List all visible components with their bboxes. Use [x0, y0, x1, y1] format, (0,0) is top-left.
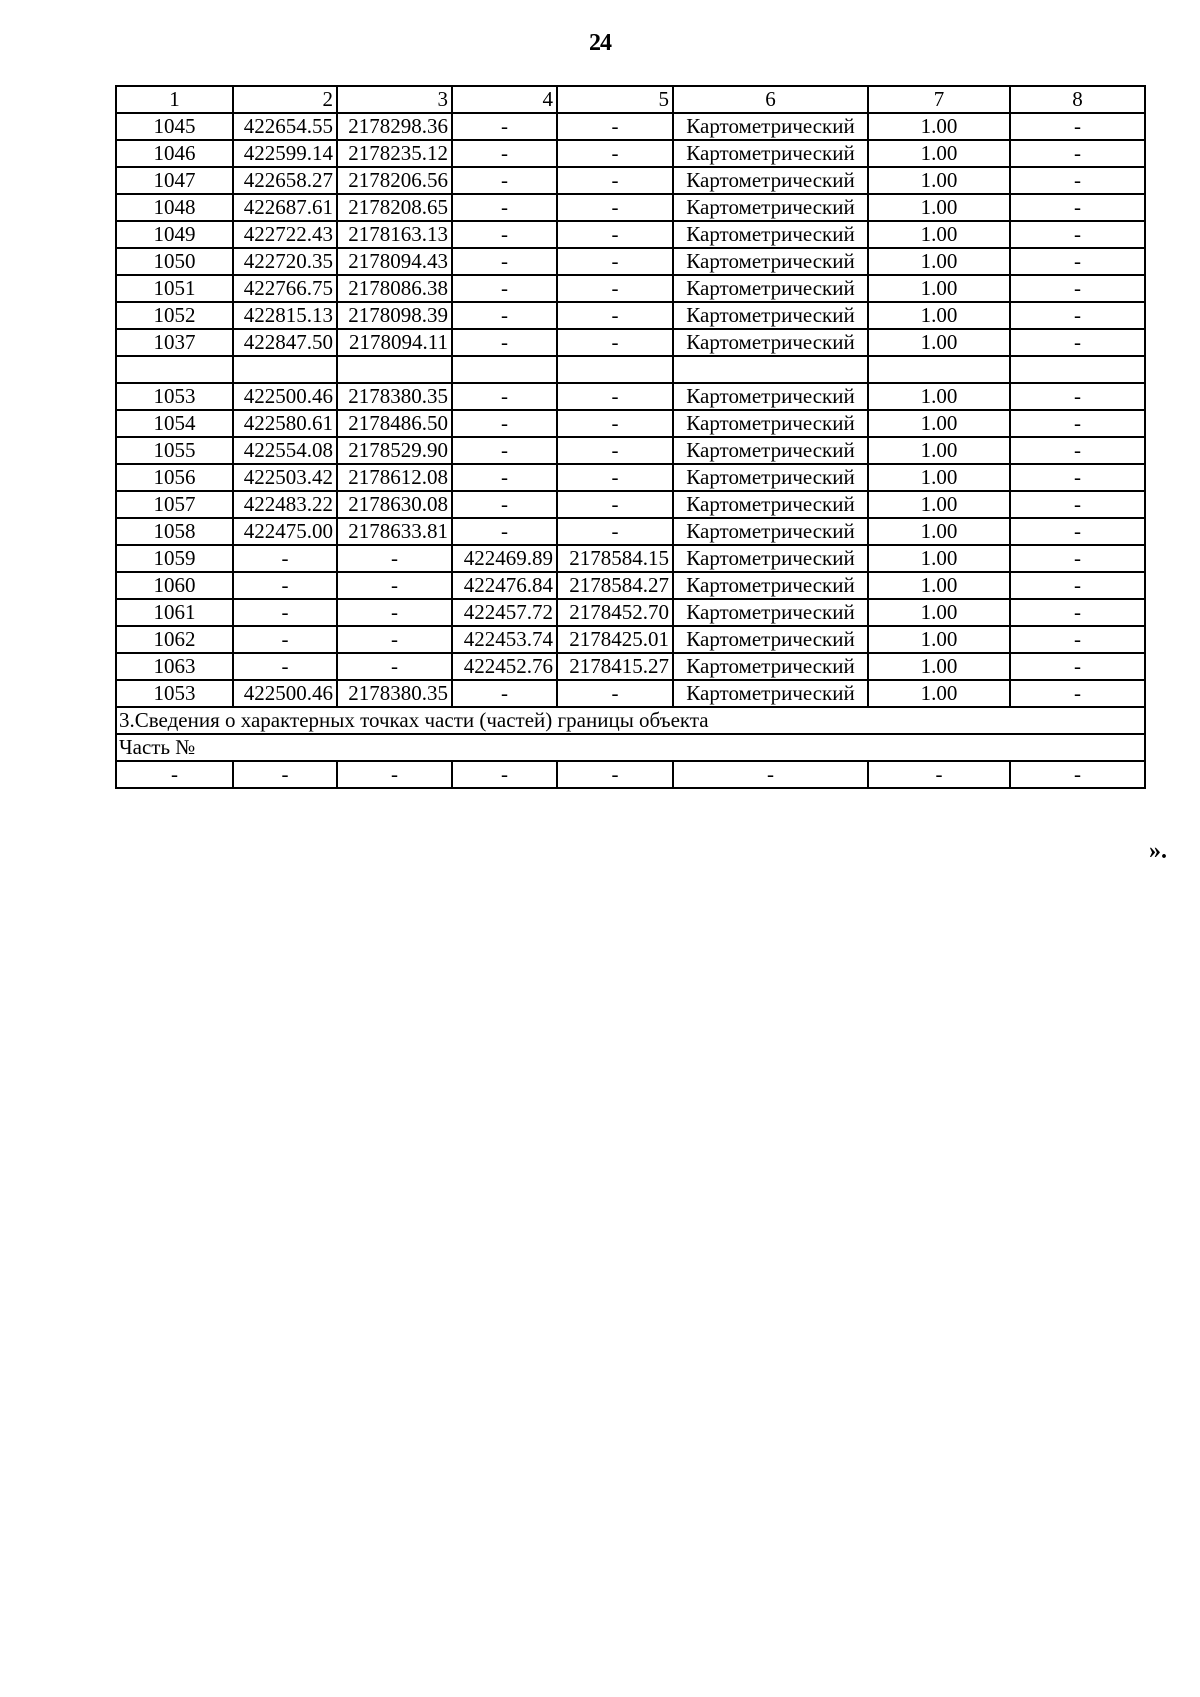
cell-y-coord-new: -: [557, 518, 673, 545]
cell-accuracy: 1.00: [868, 221, 1010, 248]
cell-description: -: [1010, 545, 1145, 572]
cell-x-coord: 422500.46: [233, 680, 337, 707]
empty-cell: [1010, 356, 1145, 383]
cell-accuracy: 1.00: [868, 680, 1010, 707]
cell-method: Картометрический: [673, 167, 868, 194]
table-row: [116, 383, 1145, 410]
table-row: [116, 626, 1145, 653]
page-number: 24: [589, 30, 611, 56]
cell-y-coord-new: -: [557, 491, 673, 518]
cell-x-coord-new: 422453.74: [452, 626, 557, 653]
cell-y-coord-new: 2178452.70: [557, 599, 673, 626]
cell-point-number: 1048: [116, 194, 233, 221]
column-number-row: [116, 86, 1145, 113]
cell-description: -: [1010, 626, 1145, 653]
cell-x-coord-new: 422457.72: [452, 599, 557, 626]
cell-y-coord: 2178633.81: [337, 518, 452, 545]
cell-point-number: 1046: [116, 140, 233, 167]
cell-method: Картометрический: [673, 275, 868, 302]
cell-accuracy: 1.00: [868, 248, 1010, 275]
cell-point-number: 1060: [116, 572, 233, 599]
cell-description: -: [1010, 167, 1145, 194]
table-row: [116, 518, 1145, 545]
cell-description: -: [1010, 194, 1145, 221]
cell-description: 8: [1010, 86, 1145, 113]
cell-method: Картометрический: [673, 599, 868, 626]
cell-method: -: [673, 761, 868, 788]
cell-x-coord-new: 422476.84: [452, 572, 557, 599]
cell-x-coord-new: -: [452, 518, 557, 545]
cell-y-coord: 2178208.65: [337, 194, 452, 221]
cell-x-coord: 422580.61: [233, 410, 337, 437]
cell-x-coord: -: [233, 599, 337, 626]
cell-y-coord-new: 2178584.27: [557, 572, 673, 599]
cell-x-coord: 422654.55: [233, 113, 337, 140]
cell-x-coord: 422658.27: [233, 167, 337, 194]
cell-point-number: 1050: [116, 248, 233, 275]
separator-row: [116, 356, 1145, 383]
cell-point-number: 1061: [116, 599, 233, 626]
cell-x-coord-new: -: [452, 140, 557, 167]
empty-cell: [452, 356, 557, 383]
cell-y-coord: 2178380.35: [337, 680, 452, 707]
cell-x-coord: 2: [233, 86, 337, 113]
empty-cell: [868, 356, 1010, 383]
cell-y-coord-new: 2178425.01: [557, 626, 673, 653]
cell-y-coord: 2178529.90: [337, 437, 452, 464]
cell-method: Картометрический: [673, 221, 868, 248]
cell-x-coord: -: [233, 653, 337, 680]
cell-y-coord: 2178094.43: [337, 248, 452, 275]
cell-y-coord-new: 5: [557, 86, 673, 113]
cell-y-coord-new: 2178415.27: [557, 653, 673, 680]
cell-method: Картометрический: [673, 248, 868, 275]
cell-x-coord-new: -: [452, 248, 557, 275]
cell-description: -: [1010, 113, 1145, 140]
table-row: [116, 221, 1145, 248]
cell-y-coord-new: -: [557, 140, 673, 167]
cell-method: Картометрический: [673, 626, 868, 653]
coordinates-table: [115, 85, 1146, 789]
empty-cell: [116, 356, 233, 383]
cell-x-coord-new: 422469.89: [452, 545, 557, 572]
cell-point-number: 1057: [116, 491, 233, 518]
cell-description: -: [1010, 248, 1145, 275]
cell-point-number: 1051: [116, 275, 233, 302]
cell-point-number: 1049: [116, 221, 233, 248]
cell-description: -: [1010, 518, 1145, 545]
cell-accuracy: 1.00: [868, 437, 1010, 464]
cell-description: -: [1010, 653, 1145, 680]
cell-description: -: [1010, 761, 1145, 788]
cell-x-coord-new: 422452.76: [452, 653, 557, 680]
cell-description: -: [1010, 464, 1145, 491]
cell-y-coord: 2178163.13: [337, 221, 452, 248]
cell-method: Картометрический: [673, 572, 868, 599]
cell-method: Картометрический: [673, 302, 868, 329]
cell-description: -: [1010, 410, 1145, 437]
table-row: [116, 410, 1145, 437]
cell-accuracy: 1.00: [868, 599, 1010, 626]
cell-x-coord-new: -: [452, 275, 557, 302]
cell-y-coord: 2178235.12: [337, 140, 452, 167]
cell-method: Картометрический: [673, 464, 868, 491]
cell-method: 6: [673, 86, 868, 113]
cell-point-number: 1056: [116, 464, 233, 491]
cell-y-coord: 2178094.11: [337, 329, 452, 356]
cell-method: Картометрический: [673, 545, 868, 572]
cell-accuracy: 1.00: [868, 464, 1010, 491]
cell-x-coord-new: -: [452, 302, 557, 329]
table-row: [116, 680, 1145, 707]
cell-method: Картометрический: [673, 491, 868, 518]
cell-method: Картометрический: [673, 518, 868, 545]
cell-accuracy: 1.00: [868, 140, 1010, 167]
table-row: [116, 437, 1145, 464]
cell-x-coord: 422722.43: [233, 221, 337, 248]
cell-y-coord-new: -: [557, 248, 673, 275]
cell-accuracy: 1.00: [868, 518, 1010, 545]
cell-y-coord: 2178206.56: [337, 167, 452, 194]
cell-y-coord-new: -: [557, 410, 673, 437]
cell-y-coord: -: [337, 599, 452, 626]
table-row: [116, 140, 1145, 167]
cell-x-coord-new: -: [452, 464, 557, 491]
cell-x-coord: 422554.08: [233, 437, 337, 464]
cell-y-coord-new: -: [557, 464, 673, 491]
cell-x-coord-new: -: [452, 680, 557, 707]
cell-accuracy: 1.00: [868, 410, 1010, 437]
cell-y-coord-new: -: [557, 437, 673, 464]
cell-x-coord: -: [233, 761, 337, 788]
table-row: [116, 167, 1145, 194]
table-row: [116, 302, 1145, 329]
cell-x-coord-new: -: [452, 113, 557, 140]
cell-x-coord-new: -: [452, 491, 557, 518]
cell-y-coord: 2178486.50: [337, 410, 452, 437]
cell-method: Картометрический: [673, 194, 868, 221]
cell-point-number: 1055: [116, 437, 233, 464]
cell-y-coord-new: -: [557, 329, 673, 356]
cell-method: Картометрический: [673, 437, 868, 464]
cell-x-coord: 422847.50: [233, 329, 337, 356]
cell-y-coord: 3: [337, 86, 452, 113]
table-row: [116, 275, 1145, 302]
cell-y-coord-new: -: [557, 221, 673, 248]
cell-accuracy: 1.00: [868, 329, 1010, 356]
cell-point-number: 1062: [116, 626, 233, 653]
cell-description: -: [1010, 572, 1145, 599]
cell-point-number: 1054: [116, 410, 233, 437]
table-row: [116, 572, 1145, 599]
cell-accuracy: 1.00: [868, 545, 1010, 572]
cell-point-number: -: [116, 761, 233, 788]
cell-point-number: 1052: [116, 302, 233, 329]
cell-y-coord: -: [337, 761, 452, 788]
section-3-title: 3.Сведения о характерных точках части (частей) границы объекта: [116, 707, 1145, 734]
table-row: [116, 545, 1145, 572]
table-row: [116, 653, 1145, 680]
cell-accuracy: -: [868, 761, 1010, 788]
cell-x-coord: -: [233, 626, 337, 653]
section-title-row: [116, 707, 1145, 734]
cell-method: Картометрический: [673, 140, 868, 167]
cell-description: -: [1010, 302, 1145, 329]
empty-cell: [233, 356, 337, 383]
cell-description: -: [1010, 680, 1145, 707]
cell-point-number: 1058: [116, 518, 233, 545]
cell-x-coord: 422687.61: [233, 194, 337, 221]
table-row: [116, 329, 1145, 356]
table-row: [116, 464, 1145, 491]
cell-y-coord-new: -: [557, 167, 673, 194]
cell-method: Картометрический: [673, 410, 868, 437]
cell-y-coord-new: -: [557, 680, 673, 707]
cell-x-coord-new: -: [452, 437, 557, 464]
cell-point-number: 1053: [116, 680, 233, 707]
cell-x-coord: 422475.00: [233, 518, 337, 545]
cell-x-coord: 422503.42: [233, 464, 337, 491]
cell-point-number: 1053: [116, 383, 233, 410]
cell-x-coord: 422500.46: [233, 383, 337, 410]
cell-y-coord-new: -: [557, 761, 673, 788]
cell-accuracy: 1.00: [868, 653, 1010, 680]
table-row: [116, 194, 1145, 221]
cell-description: -: [1010, 140, 1145, 167]
empty-cell: [557, 356, 673, 383]
cell-y-coord-new: -: [557, 194, 673, 221]
cell-x-coord-new: -: [452, 221, 557, 248]
cell-y-coord: 2178380.35: [337, 383, 452, 410]
cell-y-coord: -: [337, 653, 452, 680]
cell-description: -: [1010, 383, 1145, 410]
cell-x-coord: -: [233, 545, 337, 572]
cell-y-coord: 2178086.38: [337, 275, 452, 302]
part-label-row: [116, 734, 1145, 761]
cell-accuracy: 1.00: [868, 113, 1010, 140]
cell-y-coord: -: [337, 572, 452, 599]
cell-x-coord: 422815.13: [233, 302, 337, 329]
cell-accuracy: 1.00: [868, 626, 1010, 653]
cell-point-number: 1037: [116, 329, 233, 356]
cell-y-coord: -: [337, 626, 452, 653]
cell-method: Картометрический: [673, 680, 868, 707]
cell-x-coord: 422483.22: [233, 491, 337, 518]
table-row: [116, 599, 1145, 626]
table-row: [116, 248, 1145, 275]
cell-accuracy: 1.00: [868, 572, 1010, 599]
cell-method: Картометрический: [673, 329, 868, 356]
cell-point-number: 1059: [116, 545, 233, 572]
cell-y-coord-new: -: [557, 383, 673, 410]
cell-accuracy: 1.00: [868, 383, 1010, 410]
cell-x-coord-new: -: [452, 329, 557, 356]
cell-description: -: [1010, 599, 1145, 626]
cell-accuracy: 1.00: [868, 275, 1010, 302]
cell-x-coord: 422766.75: [233, 275, 337, 302]
cell-description: -: [1010, 275, 1145, 302]
cell-x-coord-new: -: [452, 410, 557, 437]
part-number-label: Часть №: [116, 734, 1145, 761]
cell-method: Картометрический: [673, 113, 868, 140]
cell-x-coord: -: [233, 572, 337, 599]
cell-y-coord: 2178612.08: [337, 464, 452, 491]
table-row: [116, 491, 1145, 518]
empty-cell: [673, 356, 868, 383]
closing-quote-mark: ».: [1149, 838, 1167, 864]
cell-y-coord-new: -: [557, 113, 673, 140]
cell-description: -: [1010, 329, 1145, 356]
cell-y-coord: 2178630.08: [337, 491, 452, 518]
empty-cell: [337, 356, 452, 383]
cell-x-coord-new: -: [452, 194, 557, 221]
cell-accuracy: 1.00: [868, 167, 1010, 194]
cell-x-coord-new: -: [452, 167, 557, 194]
final-row: [116, 761, 1145, 788]
cell-point-number: 1045: [116, 113, 233, 140]
cell-x-coord: 422599.14: [233, 140, 337, 167]
cell-point-number: 1: [116, 86, 233, 113]
cell-description: -: [1010, 491, 1145, 518]
cell-method: Картометрический: [673, 653, 868, 680]
cell-y-coord-new: -: [557, 302, 673, 329]
cell-y-coord: -: [337, 545, 452, 572]
cell-y-coord: 2178098.39: [337, 302, 452, 329]
cell-y-coord: 2178298.36: [337, 113, 452, 140]
cell-accuracy: 1.00: [868, 491, 1010, 518]
cell-x-coord-new: 4: [452, 86, 557, 113]
cell-method: Картометрический: [673, 383, 868, 410]
cell-x-coord-new: -: [452, 761, 557, 788]
cell-description: -: [1010, 221, 1145, 248]
cell-x-coord-new: -: [452, 383, 557, 410]
table-row: [116, 113, 1145, 140]
cell-x-coord: 422720.35: [233, 248, 337, 275]
cell-point-number: 1047: [116, 167, 233, 194]
table-body: [116, 86, 1145, 788]
cell-description: -: [1010, 437, 1145, 464]
cell-y-coord-new: -: [557, 275, 673, 302]
cell-accuracy: 1.00: [868, 194, 1010, 221]
cell-accuracy: 7: [868, 86, 1010, 113]
cell-accuracy: 1.00: [868, 302, 1010, 329]
cell-point-number: 1063: [116, 653, 233, 680]
cell-y-coord-new: 2178584.15: [557, 545, 673, 572]
